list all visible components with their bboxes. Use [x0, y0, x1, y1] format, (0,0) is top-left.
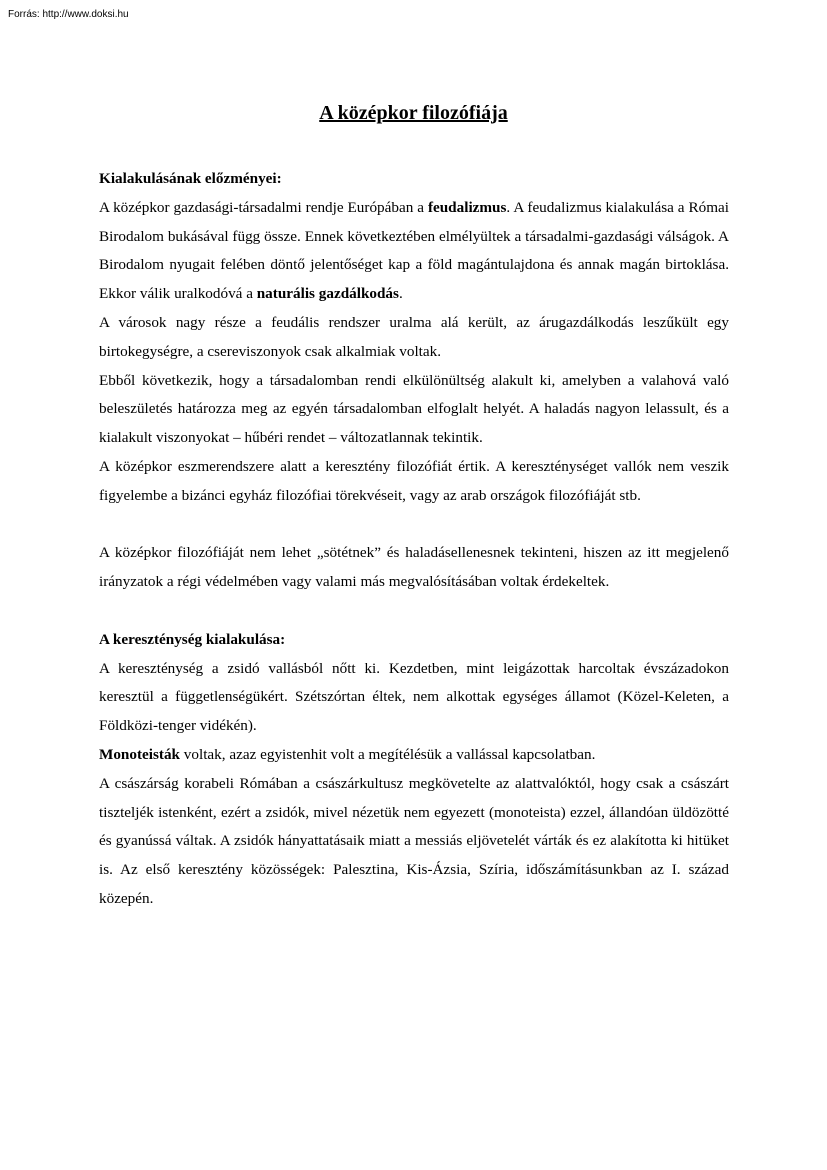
- paragraph: A középkor eszmerendszere alatt a keresztény filozófiát értik. A kereszténységet vallók nem veszik figyelembe a bizánci egyház filozófiai törekvéseit, vagy az arab országok filozófiáját stb.: [99, 457, 729, 504]
- paragraph: [99, 194, 729, 309]
- paragraph: A városok nagy része a feudális rendszer uralma alá került, az árugazdálkodás leszűkült egy birtokegységre, a csereviszonyok csak alkalmiak voltak.: [99, 313, 729, 360]
- text-run: .: [398, 285, 403, 303]
- bold-term-feudalism: feudalizmus: [427, 198, 507, 216]
- text-run: voltak, azaz egyistenhit volt a megítélésük a vallással kapcsolatban.: [180, 745, 596, 763]
- source-label: Forrás: http://www.doksi.hu: [8, 9, 129, 20]
- bold-term-natural-economy: naturális gazdálkodás: [256, 285, 399, 303]
- bold-term-monotheists: Monoteisták: [99, 745, 180, 763]
- paragraph: [99, 741, 729, 770]
- page-title: A középkor filozófiája: [319, 102, 508, 124]
- paragraph: A középkor filozófiáját nem lehet „sötétnek” és haladásellenesnek tekinteni, hiszen az itt megjelenő irányzatok a régi védelmében vagy valami más megvalósításában voltak érdekeltek.: [99, 544, 729, 591]
- text-run: A középkor gazdasági-társadalmi rendje Európában a: [99, 198, 428, 216]
- paragraph: A kereszténység a zsidó vallásból nőtt ki. Kezdetben, mint leigázottak harcoltak évszázadokon keresztül a függetlenségükért. Szétszórtan éltek, nem alkottak egységes államot (Közel-Keleten, a Földközi-tenger vidékén).: [99, 659, 729, 735]
- spacer: [99, 511, 729, 540]
- text-run: . A feudalizmus kialakulása a Római Birodalom bukásával függ össze. Ennek következtében elmélyültek a társadalmi-gazdasági válságok. A Birodalom nyugait felében döntő jelentőséget kap a föld magántulajdona és annak magán birtoklása. Ekkor válik uralkodóvá a: [99, 198, 729, 303]
- section-heading-origins: Kialakulásának előzményei:: [99, 170, 282, 187]
- paragraph: A császárság korabeli Rómában a császárkultusz megkövetelte az alattvalóktól, hogy csak a császárt tiszteljék istenként, ezért a zsidók, mivel nézetük nem egyezett (monoteista) ezzel, állandóan üldözötté és gyanússá váltak. A zsidók hányattatásaik miatt a messiás eljövetelét várták és ez alakította ki hitüket is. Az első keresztény közösségek: Palesztina, Kis-Ázsia, Szíria, időszámításunkban az I. század közepén.: [99, 774, 729, 907]
- spacer: [99, 597, 729, 626]
- document-body: [99, 165, 729, 914]
- section-heading-christianity: A kereszténység kialakulása:: [99, 630, 286, 648]
- paragraph: Ebből következik, hogy a társadalomban rendi elkülönültség alakult ki, amelyben a valahová való beleszületés határozza meg az egyén társadalomban elfoglalt helyét. A haladás nagyon lelassult, és a kialakult viszonyokat – hűbéri rendet – változatlannak tekintik.: [99, 371, 729, 447]
